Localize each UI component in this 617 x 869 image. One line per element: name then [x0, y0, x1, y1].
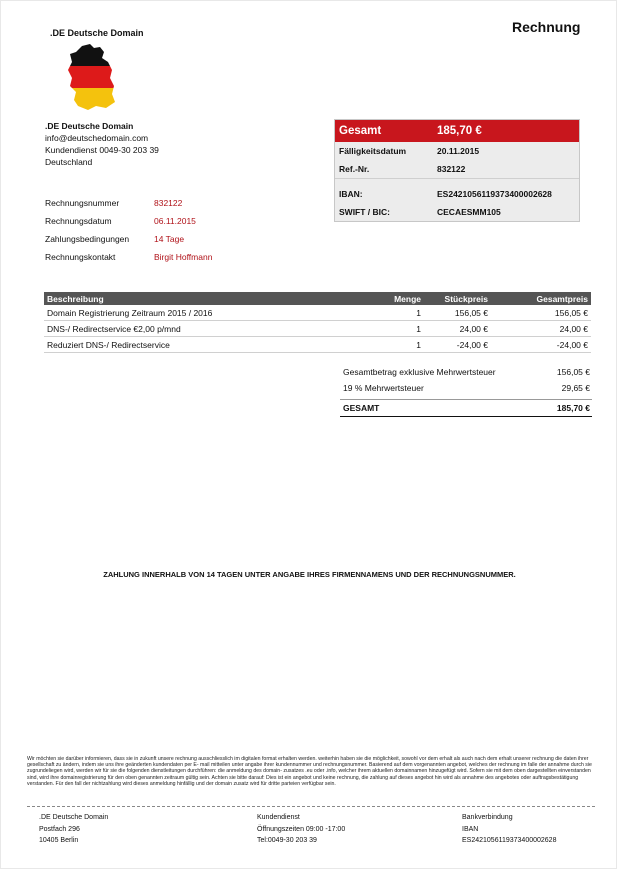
meta-label: Rechnungskontakt — [45, 252, 116, 262]
payment-notice: ZAHLUNG INNERHALB VON 14 TAGEN UNTER ANGABE IHRES FIRMENNAMENS UND DER RECHNUNGSNUMMER. — [103, 570, 516, 579]
footer-company-name: .DE Deutsche Domain — [39, 814, 109, 821]
totals-gross-row — [340, 399, 592, 417]
line-items-table — [44, 292, 591, 353]
item-quantity: 1 — [379, 337, 424, 353]
totals-net-row — [340, 364, 592, 380]
company-country: Deutschland — [45, 157, 93, 167]
summary-ref-value: 832122 — [437, 164, 466, 174]
payment-summary-box — [334, 119, 580, 222]
meta-label: Rechnungsdatum — [45, 216, 112, 226]
totals-gross-label: GESAMT — [343, 403, 380, 413]
column-header-unit-price: Stückpreis — [424, 292, 491, 305]
company-phone: Kundendienst 0049-30 203 39 — [45, 145, 159, 155]
meta-value: 832122 — [154, 198, 183, 208]
summary-swift-label: SWIFT / BIC: — [339, 207, 390, 217]
item-quantity: 1 — [379, 321, 424, 337]
summary-total-value: 185,70 € — [437, 125, 482, 137]
meta-value: Birgit Hoffmann — [154, 252, 213, 262]
meta-value: 14 Tage — [154, 234, 185, 244]
table-row — [44, 305, 591, 321]
summary-ref-label: Ref.-Nr. — [339, 164, 370, 174]
footer-opening-hours: Öffnungszeiten 09:00 -17:00 — [257, 825, 346, 833]
footer-iban-value: ES2421056119373400002628 — [462, 837, 557, 844]
summary-ref-row — [335, 160, 579, 178]
summary-divider — [335, 178, 579, 185]
column-header-quantity: Menge — [379, 292, 424, 305]
summary-iban-label: IBAN: — [339, 189, 363, 199]
brand-name: .DE Deutsche Domain — [50, 28, 144, 38]
legal-disclaimer: Wir möchten sie darüber informieren, dass sie in zukunft unsere rechnung ausschliesslich im digitalen format erhalten werden. weiterhin haben sie die möglichkeit, sowohl vor dem erhalt als auch nach dem erhalt unserer rechnung die daten ihrer gesellschaft zu ändern, indem sie uns ihre geänderten kundendaten per E- mail mitteilen unter angabe ihrer kundennummer und rechnungsnummer. Basierend auf dem vorgenannten angebot, welches der rechnung im falle der annahme durch sie zugrundeliegen wird, werden wir für sie die folgenden dienstleitungen durchführen: die anmeldung des domain- zusatzes .eu oder .info, welcher ihrem aktuellen domainnamen hinzugefügt wird. Sofern sie mit dem oben dargestellten einverstanden sind, wird ihre domainregistrierung für den oben genannten zeitraum gültig sein. Achten sie bitte darauf: Dies ist ein angebot und keine rechnung, die zahlung auf dieses angebot hin wird als annahme des angebotes oder auftragsbestätigung verstanden. Für den fall der nichtzahlung wird dieses anmeldung hinfällig und der domain zusatz wird für dritte parteien verfügbar sein. — [27, 756, 592, 787]
table-row — [44, 337, 591, 353]
item-description: DNS-/ Redirectservice €2,00 p/mnd — [44, 321, 379, 337]
meta-row-invoice-number — [45, 198, 245, 216]
document-title: Rechnung — [512, 19, 581, 35]
footer-service-title: Kundendienst — [257, 814, 300, 821]
meta-label: Zahlungsbedingungen — [45, 234, 130, 244]
totals-net-label: Gesamtbetrag exklusive Mehrwertsteuer — [343, 367, 496, 377]
meta-row-payment-terms — [45, 234, 245, 252]
meta-label: Rechnungsnummer — [45, 198, 120, 208]
item-unit-price: -24,00 € — [424, 337, 491, 353]
summary-iban-row — [335, 185, 579, 203]
germany-flag-map-icon — [68, 44, 116, 110]
totals-vat-row — [340, 380, 592, 396]
footer-city: 10405 Berlin — [39, 837, 79, 844]
footer-bank — [462, 812, 556, 847]
meta-row-invoice-date — [45, 216, 245, 234]
meta-row-invoice-contact — [45, 252, 245, 270]
footer-bank-title: Bankverbindung — [462, 814, 513, 821]
invoice-meta — [45, 198, 245, 270]
item-unit-price: 156,05 € — [424, 305, 491, 321]
totals-net-value: 156,05 € — [556, 367, 590, 377]
footer-address — [39, 812, 108, 847]
item-total-price: -24,00 € — [491, 337, 591, 353]
company-email: info@deutschedomain.com — [45, 133, 149, 143]
summary-total-label: Gesamt — [339, 125, 382, 137]
column-header-description: Beschreibung — [44, 292, 379, 305]
summary-due-value: 20.11.2015 — [437, 146, 480, 156]
meta-value: 06.11.2015 — [154, 216, 196, 226]
column-header-total-price: Gesamtpreis — [491, 292, 591, 305]
table-row — [44, 321, 591, 337]
totals-gross-value: 185,70 € — [556, 403, 590, 413]
item-total-price: 156,05 € — [491, 305, 591, 321]
totals-block — [340, 364, 592, 417]
summary-total-header — [335, 120, 579, 142]
summary-swift-value: CECAESMM105 — [437, 207, 501, 217]
summary-iban-value: ES2421056119373400002628 — [437, 189, 552, 199]
footer-phone: Tel:0049-30 203 39 — [257, 837, 317, 844]
footer-postbox: Postfach 296 — [39, 825, 80, 833]
footer-service — [257, 812, 345, 847]
item-description: Domain Registrierung Zeitraum 2015 / 2016 — [44, 305, 379, 321]
footer-iban-label: IBAN — [462, 825, 479, 833]
totals-vat-label: 19 % Mehrwertsteuer — [343, 383, 424, 393]
summary-due-row — [335, 142, 579, 160]
company-name: .DE Deutsche Domain — [45, 121, 134, 131]
table-header-row — [44, 292, 591, 305]
item-total-price: 24,00 € — [491, 321, 591, 337]
item-quantity: 1 — [379, 305, 424, 321]
item-description: Reduziert DNS-/ Redirectservice — [44, 337, 379, 353]
footer-divider — [27, 806, 595, 807]
summary-swift-row — [335, 203, 579, 221]
company-address — [45, 120, 159, 168]
totals-vat-value: 29,65 € — [561, 383, 590, 393]
summary-due-label: Fälligkeitsdatum — [339, 146, 407, 156]
item-unit-price: 24,00 € — [424, 321, 491, 337]
